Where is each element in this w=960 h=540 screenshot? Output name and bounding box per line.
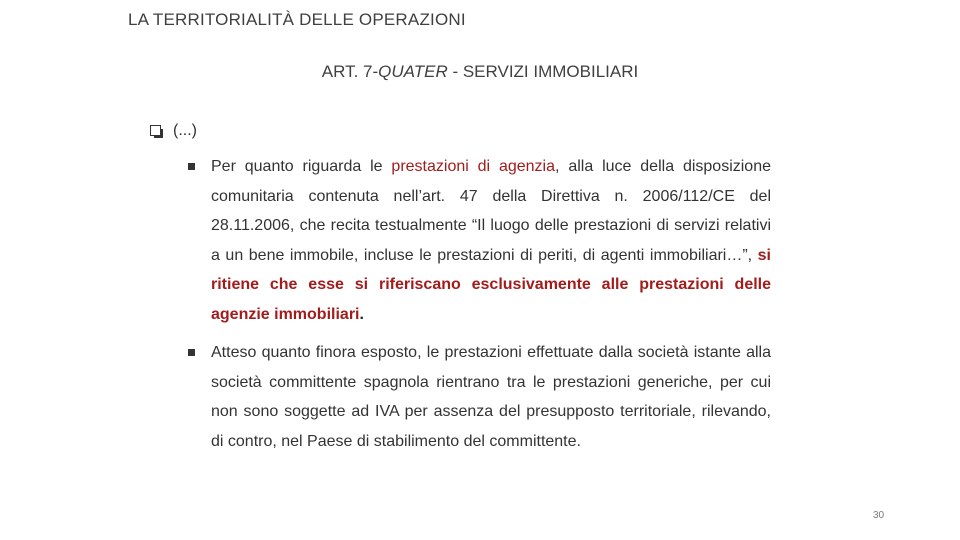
section-title-italic: QUATER [378,62,448,81]
bullet-text: , alla luce della disposizione comunitaria contenuta nell’art. 47 della Direttiva n. 2006/112/CE del 28.11.2006, che recita testualmente “Il luogo delle prestazioni di servizi relativi a un bene immobile, incluse le prestazioni di periti, di agenti immobiliari…”, [211,158,772,264]
level1-text: (...) [173,122,197,139]
bullet-text: Atteso quanto finora esposto, le prestazioni effettuate dalla società istante alla società committente spagnola rientrano tra le prestazioni generiche, per cui non sono soggette ad IVA per assenza del presupposto territoriale, rilevando, di contro, nel Paese di stabilimento del committente. [211,344,771,450]
bullet-end-punctuation: . [359,305,364,323]
bullet-list [186,152,771,456]
bullet-item-agenzia [186,152,771,329]
highlight-bold-text: si ritiene che esse si riferiscano esclusivamente alle prestazioni delle agenzie immobiliari [211,246,771,323]
highlight-text: prestazioni di agenzia [391,158,556,175]
level1-item [150,122,197,140]
square-bullet-icon [188,349,195,356]
checkbox-bullet-icon [150,125,161,136]
bullet-item-conclusion [186,338,771,456]
section-title [0,62,960,82]
bullet-text: Per quanto riguarda le [211,158,392,175]
section-title-prefix: ART. 7- [321,62,379,81]
square-bullet-icon [188,163,195,170]
page-number: 30 [873,510,885,521]
section-title-suffix: - SERVIZI IMMOBILIARI [447,62,639,81]
slide-header: LA TERRITORIALITÀ DELLE OPERAZIONI [128,10,466,29]
